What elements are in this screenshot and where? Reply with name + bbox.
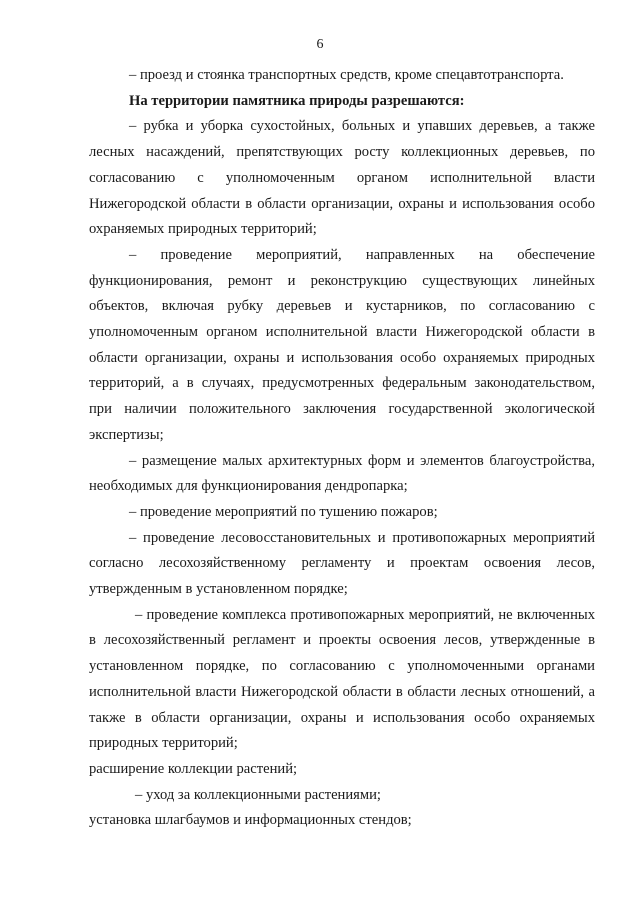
paragraph-small-architecture: – размещение малых архитектурных форм и элементов благоустройства, необходимых для функционирования дендропарка; — [89, 452, 595, 495]
paragraph-plant-care: – уход за коллекционными растениями; — [135, 786, 381, 803]
paragraph-firefighting: – проведение мероприятий по тушению пожаров; — [129, 503, 438, 520]
page-number: 6 — [316, 37, 324, 52]
paragraph-reforestation: – проведение лесовосстановительных и противопожарных мероприятий согласно лесохозяйственному регламенту и проектам освоения лесов, утвержденным в установленном порядке; — [89, 529, 595, 598]
paragraph-tree-felling: – рубка и уборка сухостойных, больных и упавших деревьев, а также лесных насаждений, препятствующих росту коллекционных деревьев, по согласованию с уполномоченным органом исполнительной власти Нижегородской области в области организации, охраны и использования особо охраняемых природных территорий; — [89, 118, 595, 238]
paragraph-barriers-stands: установка шлагбаумов и информационных стендов; — [89, 812, 412, 829]
paragraph-fire-prevention: – проведение комплекса противопожарных мероприятий, не включенных в лесохозяйственный регламент и проекты освоения лесов, утвержденные в установленном порядке, по согласованию с уполномоченными органами исполнительной власти Нижегородской области в области лесных отношений, а также в области организации, охраны и использования особо охраняемых природных территорий; — [89, 606, 595, 752]
paragraph-collection-expansion: расширение коллекции растений; — [89, 760, 298, 777]
paragraph-linear-objects: – проведение мероприятий, направленных на обеспечение функционирования, ремонт и реконструкцию существующих линейных объектов, включая рубку деревьев и кустарников, по согласованию с уполномоченным органом исполнительной власти Нижегородской области в области организации, охраны и использования особо охраняемых природных территорий, а в случаях, предусмотренных федеральным законодательством, при наличии положительного заключения государственной экологической экспертизы; — [89, 246, 595, 443]
document-body — [89, 63, 595, 834]
section-heading-permitted: На территории памятника природы разрешаются: — [129, 92, 465, 109]
paragraph-transport: – проезд и стоянка транспортных средств, кроме спецавтотранспорта. — [129, 67, 564, 83]
